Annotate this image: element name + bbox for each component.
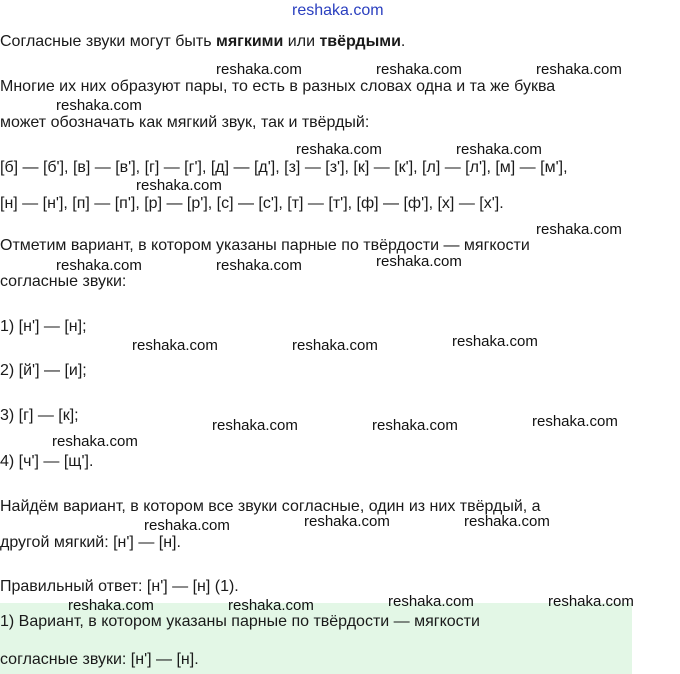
soft-term: мягкими: [216, 33, 284, 50]
watermark: reshaka.com: [548, 593, 634, 610]
solution-line-1: Найдём вариант, в котором все звуки согласные, один из них твёрдый, а: [0, 498, 541, 515]
watermark: reshaka.com: [536, 61, 622, 78]
watermark: reshaka.com: [56, 97, 142, 114]
paragraph-pairs-intro-1: Многие их них образуют пары, то есть в разных словах одна и та же буква: [0, 78, 556, 95]
watermark: reshaka.com: [56, 257, 142, 274]
watermark-header[interactable]: reshaka.com: [292, 2, 384, 19]
watermark: reshaka.com: [296, 141, 382, 158]
sound-pairs-line-2: [н] — [н'], [п] — [п'], [р] — [р'], [с] — [с'], [т] — [т'], [ф] — [ф'], [х] — [х'].: [0, 195, 504, 212]
watermark: reshaka.com: [376, 253, 462, 270]
option-2: 2) [й'] — [и];: [0, 362, 87, 379]
intro-sentence: Согласные звуки могут быть мягкими или твёрдыми.: [0, 33, 406, 50]
answer-box-line-1: 1) Вариант, в котором указаны парные по твёрдости — мягкости: [0, 613, 480, 630]
watermark: reshaka.com: [464, 513, 550, 530]
option-1: 1) [н'] — [н];: [0, 318, 87, 335]
watermark: reshaka.com: [132, 337, 218, 354]
watermark: reshaka.com: [536, 221, 622, 238]
watermark: reshaka.com: [532, 413, 618, 430]
watermark: reshaka.com: [52, 433, 138, 450]
paragraph-pairs-intro-2: может обозначать как мягкий звук, так и твёрдый:: [0, 114, 370, 131]
solution-line-2: другой мягкий: [н'] — [н].: [0, 534, 181, 551]
watermark: reshaka.com: [304, 513, 390, 530]
watermark: reshaka.com: [216, 257, 302, 274]
watermark: reshaka.com: [136, 177, 222, 194]
watermark: reshaka.com: [388, 593, 474, 610]
watermark: reshaka.com: [212, 417, 298, 434]
watermark: reshaka.com: [456, 141, 542, 158]
sound-pairs-line-1: [б] — [б'], [в] — [в'], [г] — [г'], [д] — [д'], [з] — [з'], [к] — [к'], [л] — [л'], [м] — [м'],: [0, 159, 568, 176]
watermark: reshaka.com: [144, 517, 230, 534]
watermark: reshaka.com: [292, 337, 378, 354]
correct-answer: Правильный ответ: [н'] — [н] (1).: [0, 578, 239, 595]
answer-box-line-2: согласные звуки: [н'] — [н].: [0, 651, 199, 668]
option-4: 4) [ч'] — [щ'].: [0, 453, 94, 470]
task-line-1: Отметим вариант, в котором указаны парные по твёрдости — мягкости: [0, 237, 530, 254]
option-3: 3) [г] — [к];: [0, 407, 79, 424]
watermark: reshaka.com: [68, 597, 154, 614]
watermark: reshaka.com: [372, 417, 458, 434]
watermark: reshaka.com: [452, 333, 538, 350]
watermark: reshaka.com: [216, 61, 302, 78]
task-line-2: согласные звуки:: [0, 273, 127, 290]
watermark: reshaka.com: [376, 61, 462, 78]
hard-term: твёрдыми: [319, 33, 401, 50]
watermark: reshaka.com: [228, 597, 314, 614]
